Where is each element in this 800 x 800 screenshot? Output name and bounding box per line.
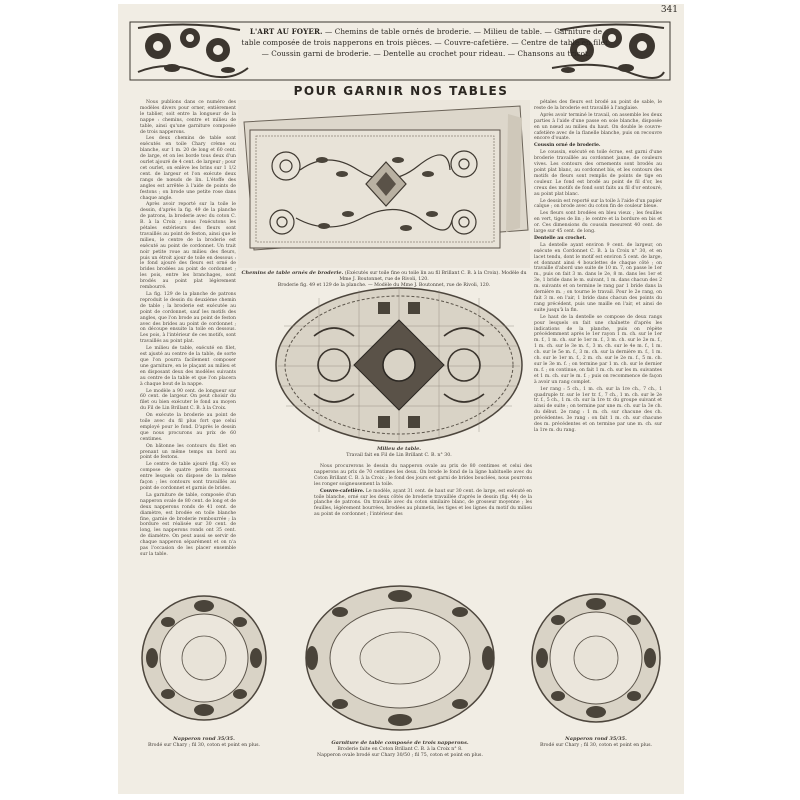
napperon-oval-illustration: [302, 582, 498, 738]
centerpiece-caption-title: Milieu de table.: [376, 446, 422, 452]
napperon-oval-caption-title: Garniture de table composée de trois napperons.: [331, 740, 469, 746]
right-heading-2: Dentelle au crochet.: [534, 235, 587, 241]
napperon-right-caption-title: Napperon rond 35/35.: [565, 736, 627, 742]
left-paragraph: La fig. 129 de la planche de patrons reproduit le dessin du deuxième chemin de table ; la broderie est exécutée au point de cordonnet, sauf les motifs des angles, que l'on brode au point de feston avec des brides au point de cordonnet ; on découpe ensuite la toile en dessous. Les pois, à l'intérieur de ces motifs, sont travaillés au point plat.: [140, 292, 236, 345]
right-paragraph: Les fleurs sont brodées en bleu vieux ; les feuilles en vert, tiges de lin ; le centre et la bordure en bis et or. Ces dimensions du coussin mesurent 40 cent. de large sur 45 cent. de long.: [534, 211, 662, 235]
banner-contents-list: — Chemins de table ornés de broderie. — Milieu de table. — Garniture de table composée de trois napperons en trois pièces. — Couvre-cafetière. — Centre de table en filet. — Coussin garni de broderie. — Dentelle au crochet pour rideau. — Chansons au tricot.: [241, 27, 611, 58]
right-paragraph: Le haut de la dentelle se compose de deux rangs pour lesquels on fait une chaînette d'après les indications de la planche, puis on répète précédemment après le 1er rayon 1 m. ch. sur le 1er m. f., 1 m. ch. sur le 1er m. f., 3 m. ch. sur le 2e m. f., 1 m. ch. sur le 3e m. f., 3 m. ch. sur le 4e m. f., 1 m. ch. sur le 5e m. f., 3 m. ch. sur la dernière m. f., 1 m. ch. sur le 1er m. f., 2 m. ch. sur le 2e m. f., 5 m. ch. sur le 3e m. f. ; on termine par 1 m. ch. sur le dernier m. f. ; on continue, on fait 1 m. ch. sur les m. suivantes et 1 m. ch. sur le m. f. ; puis on recommence de façon à avoir un rang complet.: [534, 314, 662, 385]
napperon-oval-caption-detail: Broderie faite en Coton Brillant C. B. à la Croix n° 8.: [337, 747, 463, 752]
right-paragraph: La dentelle ayant environ 9 cent. de largeur, on exécute en Cordonnet C. B. à la Croix n° 30, et en lacet tendu, dont le motif est environ 5 cent. de large, et donnant ainsi 4 bouclettes de chaque côté ; on travaille d'abord une suite de 10 m. 7, on passe le 1er m., puis on fait 3 m. dans le 2e, 8 m. dans les 1er et 3e, 1 bride dans le m. suivant, 1 m. dans chacun des 2 m. suivants et on termine le rang par 1 bride dans la dernière m. ; on tourne le travail. Pour le 2e rang, on fait 3 m. en l'air, 1 bride dans chacun des points du rang précédent, puis une maille en l'air, et ainsi de suite jusqu'à la fin.: [534, 242, 662, 313]
right-paragraph: Le dessin est reporté sur la toile à l'aide d'un papier calque ; on brode avec du coton fin de couleur bleue.: [534, 198, 662, 210]
middle-text-block: [314, 464, 532, 578]
runner-caption-detail: (Exécutés sur toile fine ou toile lin au fil Brillant C. B. à la Croix). Modèle du Mme J. Boutonnet, rue de Rivoli, 120.: [339, 271, 527, 282]
centerpiece-caption: [274, 446, 524, 459]
middle-paragraph: Nous procurerons le dessin du napperon ovale au prix de 80 centimes et celui des napperons au prix de 70 centimes les deux. On brode le fond de la ligne habituelle avec du Coton Brillant C. B. à la Croix ; le fond des jours est garni de brides bouclées, nous pourrons les ronger soigneusement la toile.: [314, 464, 532, 487]
left-paragraph: Après avoir reporté sur la toile le dessin, d'après la fig. 49 de la planche de patrons, la broderie avec du coton C. B. à la Croix ; nous l'exécutons les pétales extérieurs des fleurs sont travaillés au point de feston, ainsi que le milieu, le centre de la broderie est exécuté au point de cordonnet. Un trait noir petite roue au milieu des fleurs, puis un étroit ajour de toile en dessous : le fond ajouré des fleurs est orné de brides brodées au point de cordonnet ; les pois, entre les branchages, sont brodés au point plat légèrement rembourré.: [140, 202, 236, 291]
napperon-right-caption: [528, 736, 664, 749]
middle-paragraph: Le modèle, ayant 31 cent. de haut sur 30 cent. de large, est exécuté en toile blanche, orné sur les deux côtés de broderie travaillée d'après le dessin (fig. 44) de la planche de patrons. On travaille avec du coton similaire blanc, de grosseur moyenne ; les feuilles, légèrement bourrées, brodées au plumetis, les tiges et les lignes du motif du milieu au point de cordonnet ; l'intérieur des: [314, 488, 532, 518]
banner-contents: [240, 26, 612, 59]
left-paragraph: On exécute la broderie au point de toile avec du fil plus fort que celui employé pour le fond. D'après le dessin que nous procurons au prix de 60 centimes.: [140, 413, 236, 442]
left-paragraph: Le centre de table ajouré (fig. 43) se compose de quatre petits morceaux entre lesquels on dispose de la même façon ; les contours sont travaillés au point de cordonnet et garnis de brides.: [140, 462, 236, 491]
left-paragraph: La garniture de table, composée d'un napperon ovale de 80 cent. de long et de deux napperons ronds de 41 cent. de diamètre, est brodée en toile blanche fine, garnie de broderie rembourrée ; la bordure est réalisée sur 30 cent. de long, les napperons ronds ont 35 cent. de diamètre. On peut aussi se servir de chaque napperon séparément et on n'a pas l'occasion de les placer ensemble sur la table.: [140, 492, 236, 557]
napperon-oval-caption-line2: Napperon ovale brodé sur Chary 30/50 ; fil 75, coton et point en plus.: [317, 753, 483, 758]
right-paragraph: Le coussin, exécuté en toile écrue, est garni d'une broderie travaillée au cordonnet jaune, de couleurs vives. Les contours des ornements sont brodés au point plat blanc, au cordonnet bis, et les contours des motifs de fleurs sont remplis de points de tige en couleur. Le fond est brodé au point de fil d'or, les creux des motifs de fond sont faits au fil d'or entouré, au point plat blanc.: [534, 150, 662, 197]
left-paragraph: Le modèle a 90 cent. de longueur sur 60 cent. de largeur. On peut choisir du filet ou bien exécuter le fond au moyen du Fil de Lin Brillant C. B. à la Croix.: [140, 388, 236, 412]
centerpiece-caption-detail: Travail fait en Fil de Lin Brillant C. B. n° 30.: [346, 453, 452, 458]
napperon-left-illustration: [140, 584, 268, 734]
runner-caption-line2: Broderie fig. 49 et 129 de la planche. — Modèle du Mme J. Boutonnet, rue de Rivoli, 120.: [277, 283, 491, 288]
napperon-oval-caption: [290, 740, 510, 759]
page-title: POUR GARNIR NOS TABLES: [293, 84, 509, 98]
page-number: 341: [660, 5, 678, 15]
runner-caption-title: Chemins de table ornés de broderie.: [241, 270, 344, 276]
right-text-column: [534, 100, 662, 550]
napperon-left-caption-title: Napperon rond 35/35.: [173, 736, 235, 742]
napperon-left-caption: [140, 736, 268, 749]
napperon-left-caption-detail: Brodé sur Chary ; fil 30, coton et point en plus.: [147, 743, 261, 748]
right-paragraph: pétales des fleurs est brodé au point de sable, le reste de la broderie est travaillé à l'anglaise.: [534, 100, 662, 111]
left-paragraph: Les deux chemins de table sont exécutés en toile Chary crème ou blanche, sur 1 m. 20 de long et 60 cent. de large, et on les borde tous deux d'un ourlet ajouré de 4 cent. de largeur ; pour cet ourlet, on enlève les brins sur 1 1/2 cent. de largeur et l'on exécute deux rangs de nœuds de lin. L'étoffe des angles est arrêtée à l'aide de points de festons ; on brode une petite rose dans chaque angle.: [140, 136, 236, 201]
right-heading: Coussin orné de broderie.: [534, 143, 601, 149]
magazine-title: L'ART AU FOYER.: [249, 27, 323, 36]
magazine-page: [118, 4, 684, 794]
napperon-right-caption-detail: Brodé sur Chary ; fil 30, coton et point en plus.: [539, 743, 653, 748]
filet-centerpiece-illustration: [274, 286, 524, 444]
left-text-column: [140, 100, 236, 557]
table-runner-illustration: [238, 100, 530, 268]
left-paragraph: Le milieu de table, exécuté en filet, est ajusté au centre de la table, de sorte que l'on pourra facilement composer une garniture, en le plaçant au milieu et en disposant deux des modèles suivants au centre de la table et que l'on placera à chaque bout de la nappe.: [140, 346, 236, 387]
left-paragraph: Nous publions dans ce numéro des modèles divers pour orner, entièrement le tablier, soit entre la longueur de la nappe : chemins, centre et milieu de table, ainsi qu'une garniture composée de trois napperons.: [140, 100, 236, 135]
right-paragraph: Après avoir terminé le travail, on assemble les deux parties à l'aide d'une passe en soie blanche, disposée en un nœud au milieu du haut. On double le couvre-cafetière avec de la flanelle blanche, puis on recouvre encore d'ouate.: [534, 112, 662, 142]
napperon-right-illustration: [528, 584, 664, 734]
middle-heading: Couvre-cafetière.: [320, 488, 365, 494]
left-paragraph: On bâtonne les contours du filet en prenant un même temps un bord au point de festons.: [140, 443, 236, 461]
right-paragraph: 1er rang : 5 ch., 1 m. ch. sur la 1re ch., 7 ch., 1 quadruple tr. sur le 1er tr. f., 7 ch., 1 m. ch. sur le 2e tr. f., 5 ch., 1 m. ch. sur la 1re tr. du groupe suivant et ainsi de suite ; on termine par une m. ch. sur la 3e ch. du début. 2e rang : 1 m. ch. sur chacune des ch. précédentes. 3e rang : on fait 1 m. ch. sur chacune des m. précédentes et on termine par une m. ch. sur la 1re m. du rang.: [534, 386, 662, 433]
